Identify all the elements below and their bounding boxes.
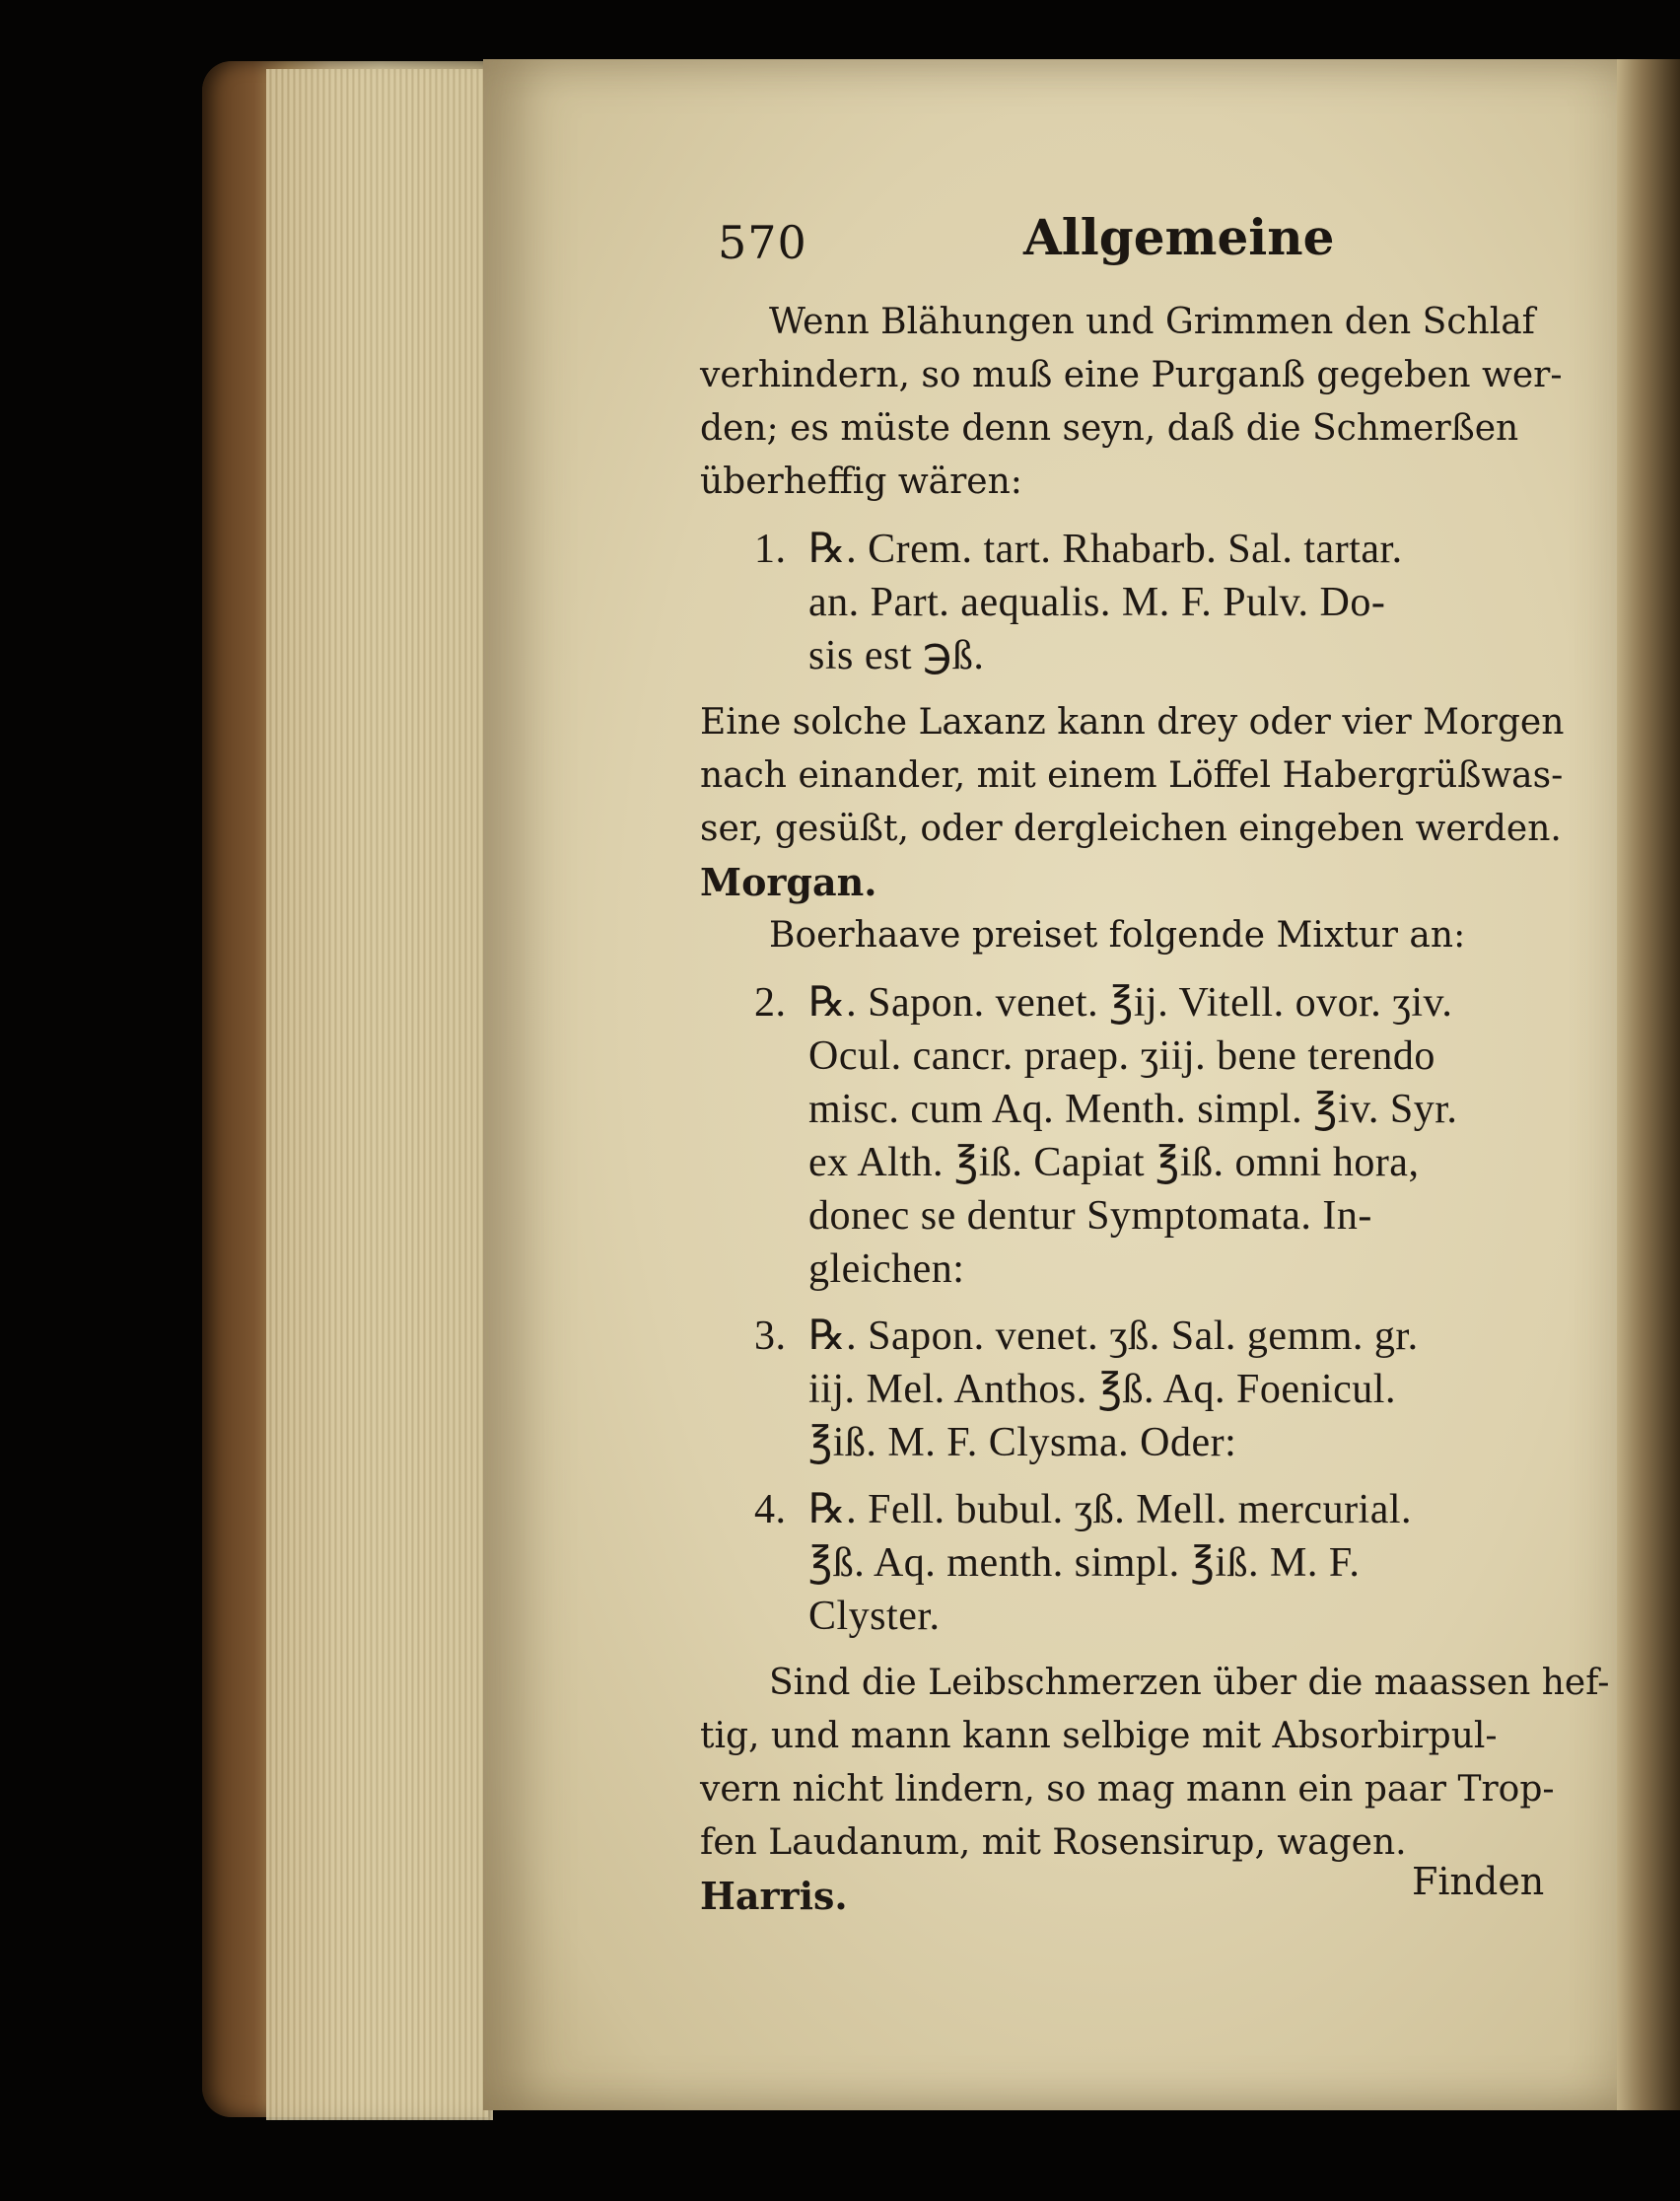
recipe-2 <box>700 976 1568 1296</box>
recipe-line: sis est ℈ß. <box>808 633 985 678</box>
recipe-line: ex Alth. ℥iß. Capiat ℥iß. omni hora, <box>808 1140 1420 1185</box>
recipe-1 <box>700 523 1568 682</box>
page-body <box>700 296 1610 1923</box>
recipe-line: donec se dentur Symptomata. In- <box>808 1193 1372 1239</box>
running-title: Allgemeine <box>1023 208 1335 266</box>
recipe-line: ℥ß. Aq. menth. simpl. ℥iß. M. F. <box>808 1540 1361 1586</box>
text-line: überheffig wären: <box>700 462 1022 502</box>
text-line: Boerhaave preiset folgende Mixtur an: <box>769 915 1466 956</box>
page-header <box>718 202 1566 271</box>
text-line: Wenn Blähungen und Grimmen den Schlaf <box>769 302 1535 342</box>
paragraph <box>700 296 1568 509</box>
recipe-line: ℞. Fell. bubul. ʒß. Mell. mercurial. <box>808 1487 1413 1532</box>
recipe-line: ℞. Crem. tart. Rhabarb. Sal. tartar. <box>808 527 1403 572</box>
text-line: tig, und mann kann selbige mit Absorbirpul- <box>700 1716 1498 1756</box>
recipe-line: iij. Mel. Anthos. ℥ß. Aq. Foenicul. <box>808 1367 1396 1412</box>
author-citation: Harris. <box>700 1874 848 1918</box>
text-line: verhindern, so muß eine Purganß gegeben wer- <box>700 355 1563 395</box>
text-line: fen Laudanum, mit Rosensirup, wagen. <box>700 1822 1407 1863</box>
recipe-line: ℞. Sapon. venet. ℥ij. Vitell. ovor. ʒiv. <box>808 980 1453 1026</box>
page-number: 570 <box>718 216 807 269</box>
recipe-line: ℥iß. M. F. Clysma. Oder: <box>808 1420 1237 1465</box>
recipe-line: ℞. Sapon. venet. ʒß. Sal. gemm. gr. <box>808 1314 1419 1359</box>
recipe-number: 1. <box>754 527 787 572</box>
recipe-number: 3. <box>754 1314 787 1359</box>
recipe-4 <box>700 1483 1568 1643</box>
page-stack <box>266 69 493 2120</box>
recipe-number: 2. <box>754 980 787 1026</box>
recipe-line: Ocul. cancr. praep. ʒiij. bene terendo <box>808 1033 1435 1079</box>
author-citation: Morgan. <box>700 860 877 904</box>
text-line: nach einander, mit einem Löffel Habergrüßwas- <box>700 755 1564 796</box>
catchword: Finden <box>1412 1860 1545 1903</box>
recipe-line: misc. cum Aq. Menth. simpl. ℥iv. Syr. <box>808 1087 1458 1132</box>
text-line: Eine solche Laxanz kann drey oder vier Morgen <box>700 702 1565 743</box>
recipe-line: gleichen: <box>808 1246 965 1292</box>
paragraph <box>700 696 1568 909</box>
text-line: den; es müste denn seyn, daß die Schmerßen <box>700 408 1519 449</box>
recipe-number: 4. <box>754 1487 787 1532</box>
recipe-3 <box>700 1310 1568 1469</box>
recipe-line: an. Part. aequalis. M. F. Pulv. Do- <box>808 580 1386 625</box>
text-line: ser, gesüßt, oder dergleichen eingeben werden. <box>700 809 1562 849</box>
recipe-line: Clyster. <box>808 1594 941 1639</box>
facing-page-edge <box>1617 59 1680 2110</box>
text-line: vern nicht lindern, so mag mann ein paar Trop- <box>700 1769 1555 1810</box>
text-line: Sind die Leibschmerzen über die maassen hef- <box>769 1663 1610 1703</box>
